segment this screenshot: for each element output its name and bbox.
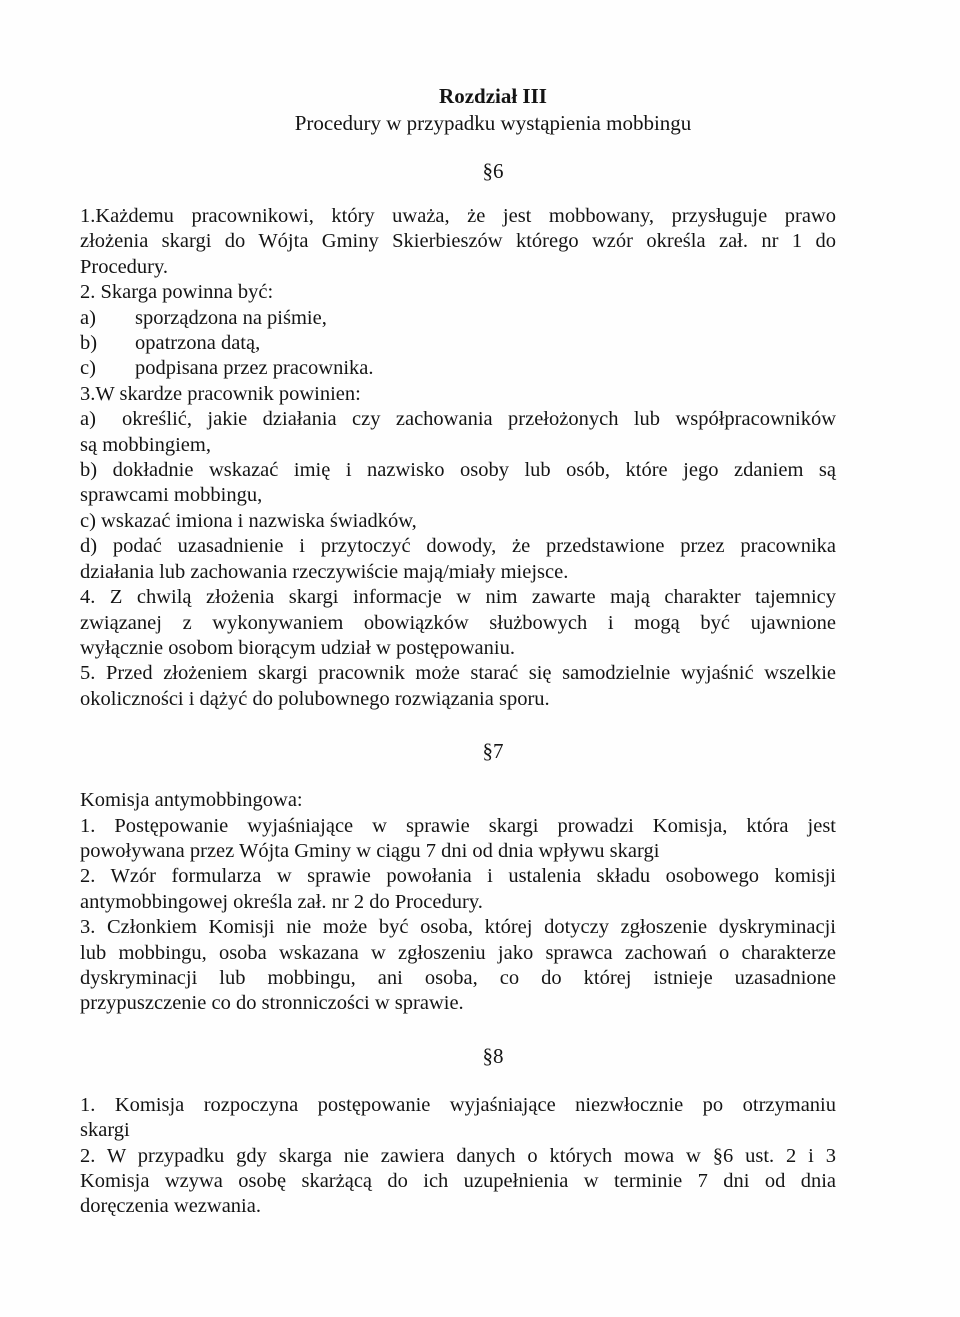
section-7-paragraph-1 [80, 814, 836, 865]
section-7-heading: §7 [482, 739, 504, 764]
list-item [80, 306, 836, 331]
list-item [80, 407, 836, 432]
document-body [80, 82, 836, 1220]
list-item-label: a) [80, 408, 96, 431]
paragraph-line: antymobbingowej określa zał. nr 2 do Procedury. [80, 890, 483, 913]
section-6-heading: §6 [482, 159, 504, 183]
chapter-title: Rozdział III [439, 84, 547, 108]
section-7-intro: Komisja antymobbingowa: [80, 789, 303, 812]
paragraph-line: 1. Postępowanie wyjaśniające w sprawie skargi prowadzi Komisja, która jest [80, 814, 836, 837]
paragraph-line: 1.Każdemu pracownikowi, który uważa, że jest mobbowany, przysługuje prawo [80, 205, 836, 227]
paragraph-line: d) podać uzasadnienie i przytoczyć dowody, że przedstawione przez pracownika [80, 535, 836, 558]
paragraph-line: 2. Wzór formularza w sprawie powołania i ustalenia składu osobowego komisji [80, 865, 836, 888]
paragraph-line: sprawcami mobbingu, [80, 484, 263, 507]
list-item-label: c) [80, 357, 96, 380]
list-item-text: określić, jakie działania czy zachowania przełożonych lub współpracowników [122, 408, 836, 431]
paragraph-line: Procedury. [80, 255, 169, 278]
paragraph-line: doręczenia wezwania. [80, 1195, 261, 1218]
paragraph-line: c) wskazać imiona i nazwiska świadków, [80, 509, 417, 532]
paragraph-line: wyłącznie osobom biorącym udział w postępowaniu. [80, 636, 515, 659]
paragraph-line: 3. Członkiem Komisji nie może być osoba, której dotyczy zgłoszenie dyskryminacji [80, 916, 836, 939]
paragraph-line: okoliczności i dążyć do polubownego rozwiązania sporu. [80, 687, 550, 710]
section-8-paragraph-1 [80, 1093, 836, 1144]
section-7-paragraph-3 [80, 915, 836, 1017]
paragraph-line: 1. Komisja rozpoczyna postępowanie wyjaśniające niezwłocznie po otrzymaniu [80, 1093, 836, 1116]
paragraph-line: skargi [80, 1119, 130, 1142]
list-item [80, 331, 836, 356]
paragraph-line: lub mobbingu, osoba wskazana w zgłoszeniu jako sprawca zachowań o charakterze [80, 941, 836, 964]
paragraph-line: Komisja wzywa osobę skarżącą do ich uzupełnienia w terminie 7 dni od dnia [80, 1170, 836, 1192]
section-6-paragraph-5 [80, 661, 836, 712]
list-item-text: sporządzona na piśmie, [135, 306, 327, 329]
list-item-text: opatrzona datą, [135, 332, 261, 355]
paragraph-line: powoływana przez Wójta Gminy w ciągu 7 dni od dnia wpływu skargi [80, 839, 660, 862]
section-6-paragraph-4 [80, 585, 836, 661]
chapter-subtitle: Procedury w przypadku wystąpienia mobbingu [294, 111, 692, 135]
paragraph-line: dyskryminacji lub mobbingu, ani osoba, co do której istnieje uzasadnione [80, 966, 836, 989]
section-7-paragraph-2 [80, 864, 836, 915]
section-6-paragraph-1 [80, 204, 836, 280]
section-6-paragraph-3: 3.W skardze pracownik powinien: [80, 382, 361, 405]
paragraph-line: związanej z wykonywaniem obowiązków służbowych i mogą być ujawnione [80, 611, 836, 634]
section-6-paragraph-2-list [80, 306, 836, 382]
list-item [80, 356, 836, 381]
paragraph-line: działania lub zachowania rzeczywiście mają/miały miejsce. [80, 560, 569, 583]
list-item-text: podpisana przez pracownika. [135, 357, 374, 380]
paragraph-line: przypuszczenie co do stronniczości w sprawie. [80, 992, 464, 1015]
paragraph-line: złożenia skargi do Wójta Gminy Skierbieszów którego wzór określa zał. nr 1 do [80, 230, 836, 253]
paragraph-line: 4. Z chwilą złożenia skargi informacje w nim zawarte mają charakter tajemnicy [80, 586, 836, 609]
section-6-paragraph-2: 2. Skarga powinna być: [80, 281, 274, 304]
paragraph-line: 2. W przypadku gdy skarga nie zawiera danych o których mowa w §6 ust. 2 i 3 [80, 1144, 836, 1167]
list-item-label: a) [80, 306, 96, 329]
section-6-paragraph-3-list [80, 407, 836, 585]
section-8-heading: §8 [482, 1043, 504, 1068]
list-item-label: b) [80, 332, 98, 355]
section-8-paragraph-2 [80, 1144, 836, 1220]
paragraph-line: są mobbingiem, [80, 433, 211, 456]
paragraph-line: b) dokładnie wskazać imię i nazwisko osoby lub osób, które jego zdaniem są [80, 459, 836, 482]
paragraph-line: 5. Przed złożeniem skargi pracownik może starać się samodzielnie wyjaśnić wszelkie [80, 662, 836, 685]
